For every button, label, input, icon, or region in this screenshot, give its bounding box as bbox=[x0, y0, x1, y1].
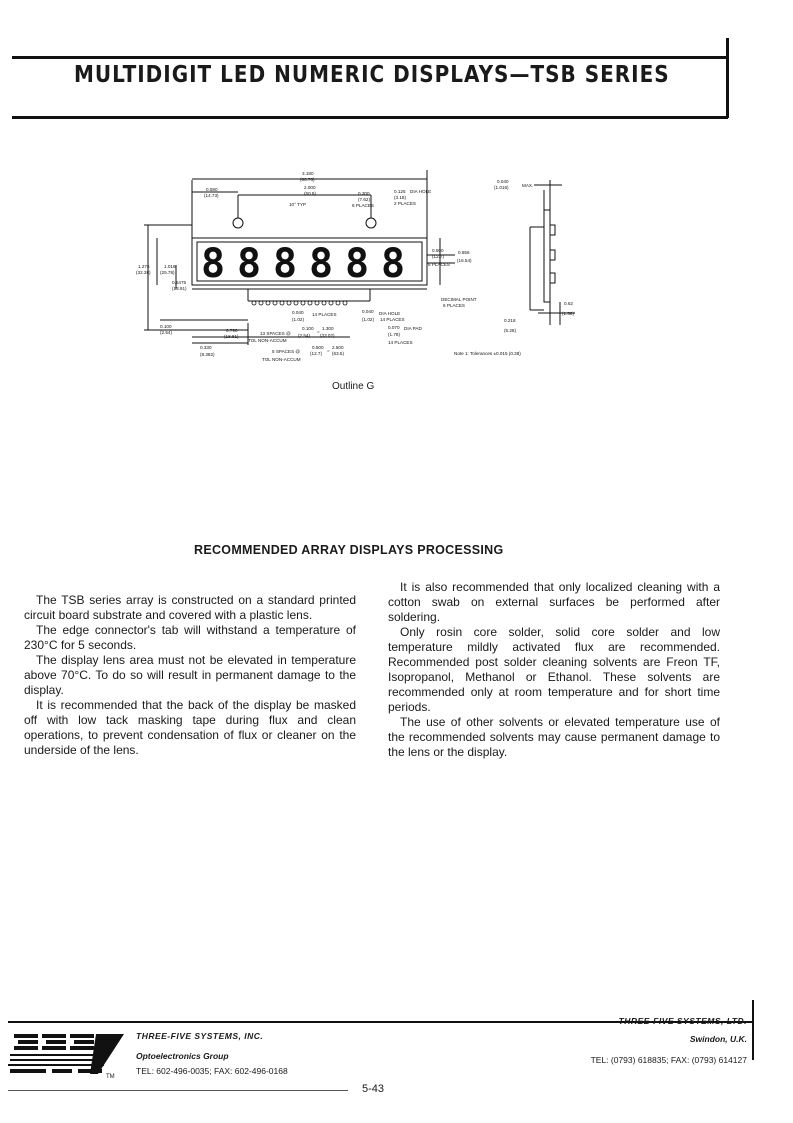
dim-102: (1.02) bbox=[292, 317, 305, 322]
digit-3 bbox=[273, 241, 297, 287]
left-column bbox=[24, 593, 356, 758]
page-title: MULTIDIGIT LED NUMERIC DISPLAYS—TSB SERIES bbox=[74, 60, 670, 88]
dim-6places-b: 6 PLACES bbox=[428, 262, 450, 267]
dim-1300: 1.300 bbox=[322, 326, 334, 331]
page-number: 5-43 bbox=[362, 1083, 385, 1095]
dim-0218: 0.218 bbox=[504, 318, 516, 323]
dim-6places: 6 PLACES bbox=[352, 203, 374, 208]
dim-1275: 1.275 bbox=[138, 264, 150, 269]
dim-1391: (13.91) bbox=[172, 286, 187, 291]
footer-right-rule bbox=[752, 1000, 754, 1060]
header-top-rule bbox=[12, 56, 728, 59]
paragraph: The use of other solvents or elevated temperature use of the recommended solvents may cause permanent damage to the lens or the display. bbox=[388, 715, 720, 759]
dim-note: Note 1: Tolerances ±0.015 (0.38) bbox=[454, 351, 521, 356]
footer-right-company: THREE-FIVE SYSTEMS, LTD. bbox=[618, 1016, 747, 1026]
digit-2 bbox=[237, 241, 261, 287]
svg-text:8: 8 bbox=[237, 241, 262, 287]
dim-2places: 2 PLACES bbox=[394, 201, 416, 206]
dim-0580: 0.580 bbox=[206, 187, 218, 192]
dim-0125: 0.125 bbox=[394, 189, 406, 194]
paragraph: Only rosin core solder, solid core solder and low temperature mildly activated flux are recommended. Recommended post solder cleaning solvents are Freon TF, Isopropanol, Methanol or Ethanol. These solvents are recommended only at room temperature and for short time periods. bbox=[388, 625, 720, 714]
dim-0100b: 0.100 bbox=[302, 326, 314, 331]
header-right-rule bbox=[726, 38, 729, 118]
dim-0500b: 0.500 bbox=[312, 345, 324, 350]
dim-14places-b: 14 PLACES bbox=[380, 317, 405, 322]
paragraph: It is recommended that the back of the display be masked off with low tack masking tape during flux and clean operations, to prevent condensation of flux or cleaner on the underside of the lens. bbox=[24, 698, 356, 757]
dim-14places: 14 PLACES bbox=[312, 312, 337, 317]
trademark-mark: TM bbox=[106, 1074, 115, 1080]
svg-text:8: 8 bbox=[381, 241, 406, 287]
dim-max: MAX. bbox=[522, 183, 534, 188]
dim-254: (2.54) bbox=[160, 330, 173, 335]
dim-6places-c: 6 PLACES bbox=[443, 303, 465, 308]
dim-0040-max: 0.040 bbox=[497, 179, 509, 184]
dim-178: (1.78) bbox=[388, 332, 401, 337]
outline-drawing bbox=[130, 165, 620, 370]
display-digits bbox=[201, 241, 405, 287]
svg-text:8: 8 bbox=[273, 241, 298, 287]
dim-3302: (33.02) bbox=[320, 333, 335, 338]
dim-05475: 0.5475 bbox=[172, 280, 187, 285]
dim-1881: (18.81) bbox=[224, 334, 239, 339]
dim-tol: TOL NON-ACCUM bbox=[248, 338, 287, 343]
company-logo-icon bbox=[8, 1026, 128, 1078]
footer-left-tel: TEL: 602-496-0035; FAX: 602-496-0168 bbox=[136, 1066, 288, 1076]
svg-text:8: 8 bbox=[345, 241, 370, 287]
digit-5 bbox=[345, 241, 369, 287]
dim-eq: = bbox=[317, 329, 320, 334]
footer-left-company: THREE-FIVE SYSTEMS, INC. bbox=[136, 1031, 264, 1041]
paragraph: The display lens area must not be elevated in temperature above 70°C. To do so will result in permanent damage to the display. bbox=[24, 653, 356, 697]
dim-0040c: 0.040 bbox=[362, 309, 374, 314]
footer-right-city: Swindon, U.K. bbox=[689, 1034, 747, 1044]
dim-2500: 2.500 bbox=[332, 345, 344, 350]
dim-062: 0.62 bbox=[564, 301, 573, 306]
dim-0070: 0.070 bbox=[388, 325, 400, 330]
dim-0300: 0.300 bbox=[358, 191, 370, 196]
dim-1016b: 1.016 bbox=[164, 264, 176, 269]
dim-5spaces: 5 SPACES @ bbox=[272, 349, 301, 354]
footer-left-group: Optoelectronics Group bbox=[136, 1051, 229, 1061]
dim-102b: (1.02) bbox=[362, 317, 375, 322]
dim-8382: (8.382) bbox=[200, 352, 215, 357]
dim-1016: (1.016) bbox=[494, 185, 509, 190]
paragraph: The edge connector's tab will withstand a temperature of 230°C for 5 seconds. bbox=[24, 623, 356, 652]
digit-1 bbox=[201, 241, 225, 287]
section-heading: RECOMMENDED ARRAY DISPLAYS PROCESSING bbox=[194, 543, 504, 557]
dim-2000: 2.000 bbox=[304, 185, 316, 190]
paragraph: It is also recommended that only localized cleaning with a cotton swab on external surfaces be performed after soldering. bbox=[388, 580, 720, 624]
right-column bbox=[388, 580, 720, 760]
dim-762: (7.62) bbox=[358, 197, 371, 202]
footer-bottom-line bbox=[8, 1090, 348, 1091]
dim-dia-pad: DIA PAD bbox=[404, 326, 422, 331]
dim-0040b: 0.040 bbox=[292, 310, 304, 315]
svg-text:8: 8 bbox=[201, 241, 226, 287]
dim-dia-hole: DIA HOLE bbox=[410, 189, 432, 194]
dim-528: (5.28) bbox=[504, 328, 517, 333]
dim-decimal-point: DECIMAL POINT bbox=[441, 297, 477, 302]
dim-0790: 0.790 bbox=[226, 328, 238, 333]
dim-635: (63.5) bbox=[332, 351, 345, 356]
dim-typ: 10° TYP bbox=[289, 202, 307, 207]
digit-6 bbox=[381, 241, 405, 287]
dim-254b: (2.54) bbox=[298, 333, 311, 338]
dim-0500: 0.500 bbox=[432, 248, 444, 253]
dim-0100: 0.100 bbox=[160, 324, 172, 329]
paragraph: The TSB series array is constructed on a standard printed circuit board substrate and covered with a plastic lens. bbox=[24, 593, 356, 622]
dim-1654: (16.54) bbox=[457, 258, 472, 263]
dim-3180: 3.180 bbox=[302, 171, 314, 176]
dim-0656: 0.656 bbox=[458, 250, 470, 255]
dim-8076: (80.76) bbox=[300, 177, 315, 182]
dim-3238: (32.38) bbox=[136, 270, 151, 275]
digit-4 bbox=[309, 241, 333, 287]
dim-13spaces: 13 SPACES @ bbox=[260, 331, 291, 336]
dim-14places-c: 14 PLACES bbox=[388, 340, 413, 345]
footer-right-tel: TEL: (0793) 618835; FAX: (0793) 614127 bbox=[590, 1055, 747, 1065]
dim-127: (12.7) bbox=[432, 254, 445, 259]
figure-caption: Outline G bbox=[332, 381, 375, 392]
header-bottom-rule bbox=[12, 116, 728, 119]
dim-eq2: = bbox=[327, 348, 330, 353]
dim-2578: (25.78) bbox=[160, 270, 175, 275]
dim-127b: (12.7) bbox=[310, 351, 323, 356]
dim-dia-hole-2: DIA HOLE bbox=[379, 311, 401, 316]
dim-318: (3.18) bbox=[394, 195, 407, 200]
dim-508: (50.8) bbox=[304, 191, 317, 196]
dim-1473: (14.73) bbox=[204, 193, 219, 198]
pin-row bbox=[252, 301, 347, 305]
svg-text:8: 8 bbox=[309, 241, 334, 287]
dim-0330: 0.330 bbox=[200, 345, 212, 350]
dim-tol2: TOL NON-ACCUM bbox=[262, 357, 301, 362]
dim-158: (1.58) bbox=[562, 311, 575, 316]
